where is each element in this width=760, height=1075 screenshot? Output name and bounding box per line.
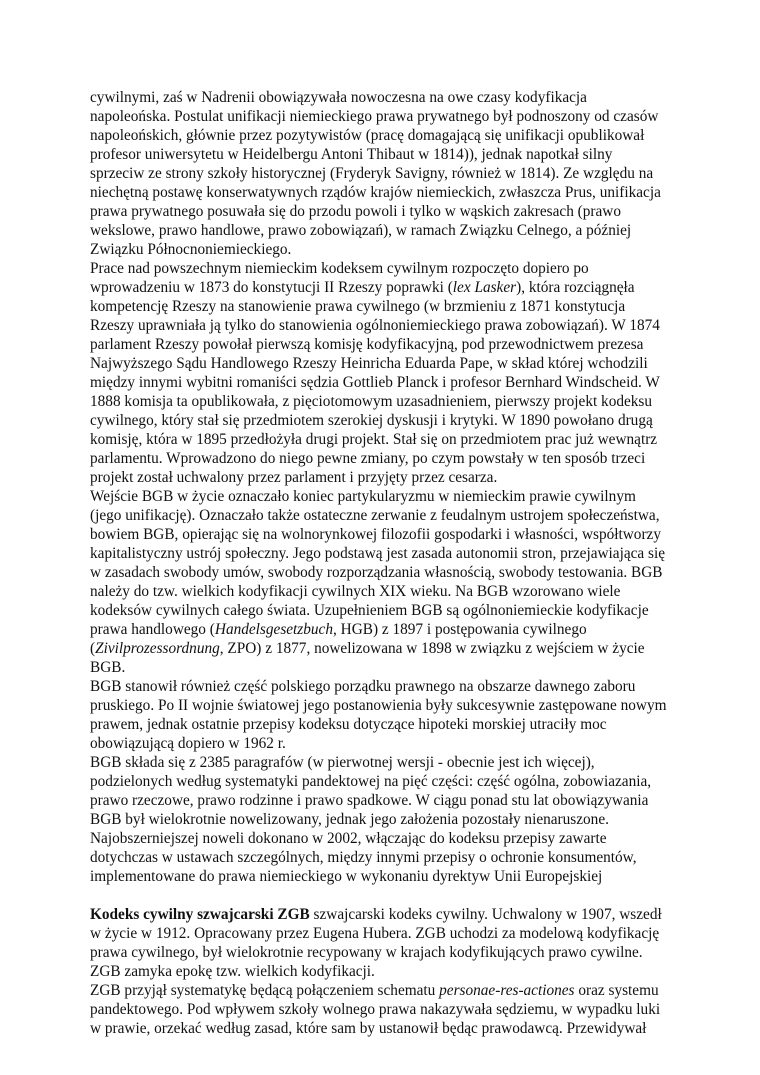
- text-line: [90, 240, 680, 259]
- text-line: [90, 753, 680, 772]
- text-line: [90, 791, 680, 810]
- text-line: [90, 316, 680, 335]
- text-line: [90, 924, 680, 943]
- text-run: Rzeszy uprawniała ją tylko do stanowienia ogólnoniemieckiego prawa zobowiązań). W 1874: [90, 317, 660, 334]
- text-run: sprzeciw ze strony szkoły historycznej (Fryderyk Savigny, również w 1814). Ze względu na: [90, 165, 654, 182]
- text-run: BGB był wielokrotnie nowelizowany, jednak jego założenia pozostały nienaruszone.: [90, 811, 609, 828]
- italic-term: Handelsgesetzbuch: [214, 621, 333, 638]
- text-run: między innymi wybitni romaniści sędzia Gottlieb Planck i profesor Bernhard Windscheid. W: [90, 374, 660, 391]
- text-run: prawa cywilnego, był wielokrotnie recypowany w krajach kodyfikujących prawo cywilne.: [90, 944, 643, 961]
- text-line: [90, 639, 680, 658]
- paragraph: [90, 753, 680, 886]
- text-line: [90, 335, 680, 354]
- text-line: [90, 810, 680, 829]
- text-run: komisję, która w 1895 przedłożyła drugi projekt. Stał się on przedmiotem prac już wewnątrz: [90, 431, 658, 448]
- text-run: dotychczas w ustawach szczególnych, między innymi przepisy o ochronie konsumentów,: [90, 849, 637, 866]
- text-run: Prace nad powszechnym niemieckim kodeksem cywilnym rozpoczęto dopiero po: [90, 260, 589, 277]
- paragraph: [90, 981, 680, 1038]
- text-run: prawo rzeczowe, prawo rodzinne i prawo spadkowe. W ciągu ponad stu lat obowiązywania: [90, 792, 649, 809]
- text-line: [90, 164, 680, 183]
- bold-heading: Kodeks cywilny szwajcarski ZGB: [90, 906, 310, 923]
- text-line: [90, 88, 680, 107]
- text-line: [90, 981, 680, 1000]
- text-line: [90, 734, 680, 753]
- text-line: [90, 145, 680, 164]
- text-line: [90, 620, 680, 639]
- text-run: w życie w 1912. Opracowany przez Eugena Hubera. ZGB uchodzi za modelową kodyfikację: [90, 925, 660, 942]
- text-run: wprowadzeniu w 1873 do konstytucji II Rzeszy poprawki (: [90, 279, 453, 296]
- text-line: [90, 1000, 680, 1019]
- paragraph: [90, 88, 680, 259]
- text-run: cywilnymi, zaś w Nadrenii obowiązywała nowoczesna na owe czasy kodyfikacja: [90, 89, 587, 106]
- text-line: [90, 392, 680, 411]
- text-run: BGB.: [90, 659, 126, 676]
- text-run: kapitalistyczny ustrój społeczny. Jego podstawą jest zasada autonomii stron, przejawiająca się: [90, 545, 666, 562]
- text-line: [90, 1019, 680, 1038]
- text-line: [90, 468, 680, 487]
- text-run: w prawie, orzekać według zasad, które sam by ustanowił będąc prawodawcą. Przewidywał: [90, 1020, 647, 1037]
- text-run: napoleońskich, głównie przez pozytywistów (pracę domagającą się unifikacji opublikował: [90, 127, 645, 144]
- text-line: [90, 259, 680, 278]
- text-run: (: [90, 640, 96, 657]
- text-run: prawa prywatnego posuwała się do przodu powoli i tylko w wąskich zakresach (prawo: [90, 203, 621, 220]
- text-line: [90, 829, 680, 848]
- text-line: [90, 867, 680, 886]
- text-run: kompetencję Rzeszy na stanowienie prawa cywilnego (w brzmieniu z 1871 konstytucja: [90, 298, 626, 315]
- text-line: [90, 183, 680, 202]
- paragraph: [90, 677, 680, 753]
- paragraph: [90, 905, 680, 981]
- text-line: [90, 107, 680, 126]
- text-line: [90, 715, 680, 734]
- text-run: parlament Rzeszy powołał pierwszą komisję kodyfikacyjną, pod przewodnictwem prezesa: [90, 336, 644, 353]
- text-line: [90, 297, 680, 316]
- italic-term: personae-res-actiones: [439, 982, 575, 999]
- text-run: ZGB zamyka epokę tzw. wielkich kodyfikacji.: [90, 963, 375, 980]
- text-run: (jego unifikację). Oznaczało także ostateczne zerwanie z feudalnym ustrojem społeczeństwa,: [90, 507, 660, 524]
- text-run: bowiem BGB, opierając się na wolnorynkowej filozofii gospodarki i własności, współtworzy: [90, 526, 661, 543]
- text-line: [90, 525, 680, 544]
- text-run: oraz systemu: [574, 982, 659, 999]
- text-line: [90, 373, 680, 392]
- document-page: [90, 88, 680, 1038]
- text-run: projekt został uchwalony przez parlament i przyjęty przez cesarza.: [90, 469, 498, 486]
- text-run: ), która rozciągnęła: [516, 279, 635, 296]
- text-line: [90, 221, 680, 240]
- text-run: prawem, jednak ostatnie przepisy kodeksu dotyczące hipoteki morskiej utraciły moc: [90, 716, 607, 733]
- text-line: [90, 962, 680, 981]
- text-line: [90, 487, 680, 506]
- text-run: obowiązującą dopiero w 1962 r.: [90, 735, 286, 752]
- text-line: [90, 601, 680, 620]
- text-run: implementowane do prawa niemieckiego w wykonaniu dyrektyw Unii Europejskiej: [90, 868, 603, 885]
- text-run: podzielonych według systematyki pandektowej na pięć części: część ogólna, zobowiazania,: [90, 773, 652, 790]
- text-run: szwajcarski kodeks cywilny. Uchwalony w 1907, wszedł: [309, 906, 662, 923]
- text-line: [90, 943, 680, 962]
- text-line: [90, 696, 680, 715]
- text-line: [90, 411, 680, 430]
- text-run: profesor uniwersytetu w Heidelbergu Antoni Thibaut w 1814)), jednak napotkał silny: [90, 146, 613, 163]
- text-line: [90, 544, 680, 563]
- text-run: należy do tzw. wielkich kodyfikacji cywilnych XIX wieku. Na BGB wzorowano wiele: [90, 583, 621, 600]
- text-run: cywilnego, który stał się przedmiotem szerokiej dyskusji i krytyki. W 1890 powołano drugą: [90, 412, 653, 429]
- text-run: Najwyższego Sądu Handlowego Rzeszy Heinricha Eduarda Pape, w skład której wchodzili: [90, 355, 648, 372]
- italic-term: lex Lasker: [452, 279, 517, 296]
- text-run: pruskiego. Po II wojnie światowej jego postanowienia były sukcesywnie zastępowane nowym: [90, 697, 667, 714]
- text-run: Wejście BGB w życie oznaczało koniec partykularyzmu w niemieckim prawie cywilnym: [90, 488, 636, 505]
- text-line: [90, 430, 680, 449]
- text-run: wekslowe, prawo handlowe, prawo zobowiązań), w ramach Związku Celnego, a później: [90, 222, 632, 239]
- text-run: BGB składa się z 2385 paragrafów (w pierwotnej wersji - obecnie jest ich więcej),: [90, 754, 595, 771]
- text-line: [90, 354, 680, 373]
- text-run: Najobszerniejszej noweli dokonano w 2002, włączając do kodeksu przepisy zawarte: [90, 830, 607, 847]
- text-line: [90, 278, 680, 297]
- text-run: , HGB) z 1897 i postępowania cywilnego: [333, 621, 587, 638]
- text-run: parlamentu. Wprowadzono do niego pewne zmiany, po czym powstały w ten sposób trzeci: [90, 450, 646, 467]
- text-line: [90, 202, 680, 221]
- text-line: [90, 563, 680, 582]
- text-run: Związku Północnoniemieckiego.: [90, 241, 292, 258]
- text-run: ZGB przyjął systematykę będącą połączeniem schematu: [90, 982, 440, 999]
- text-line: [90, 126, 680, 145]
- text-run: pandektowego. Pod wpływem szkoły wolnego prawa nakazywała sędziemu, w wypadku luki: [90, 1001, 661, 1018]
- paragraph: [90, 259, 680, 487]
- text-line: [90, 582, 680, 601]
- text-line: [90, 677, 680, 696]
- text-line: [90, 658, 680, 677]
- text-run: 1888 komisja ta opublikowała, z pięciotomowym uzasadnieniem, pierwszy projekt kodeksu: [90, 393, 653, 410]
- text-line: [90, 905, 680, 924]
- text-line: [90, 506, 680, 525]
- text-line: [90, 449, 680, 468]
- text-line: [90, 848, 680, 867]
- text-run: prawa handlowego (: [90, 621, 215, 638]
- text-run: BGB stanowił również część polskiego porządku prawnego na obszarze dawnego zaboru: [90, 678, 636, 695]
- italic-term: Zivilprozessordnung: [95, 640, 220, 657]
- text-run: niechętną postawę konserwatywnych rządów krajów niemieckich, zwłaszcza Prus, unifikacja: [90, 184, 661, 201]
- paragraph-spacer: [90, 886, 680, 905]
- text-run: kodeksów cywilnych całego świata. Uzupełnieniem BGB są ogólnoniemieckie kodyfikacje: [90, 602, 649, 619]
- paragraph: [90, 487, 680, 677]
- text-run: napoleońska. Postulat unifikacji niemieckiego prawa prywatnego był podnoszony od czasów: [90, 108, 659, 125]
- text-line: [90, 772, 680, 791]
- text-run: w zasadach swobody umów, swobody rozporządzania własnością, swobody testowania. BGB: [90, 564, 663, 581]
- text-run: , ZPO) z 1877, nowelizowana w 1898 w związku z wejściem w życie: [219, 640, 645, 657]
